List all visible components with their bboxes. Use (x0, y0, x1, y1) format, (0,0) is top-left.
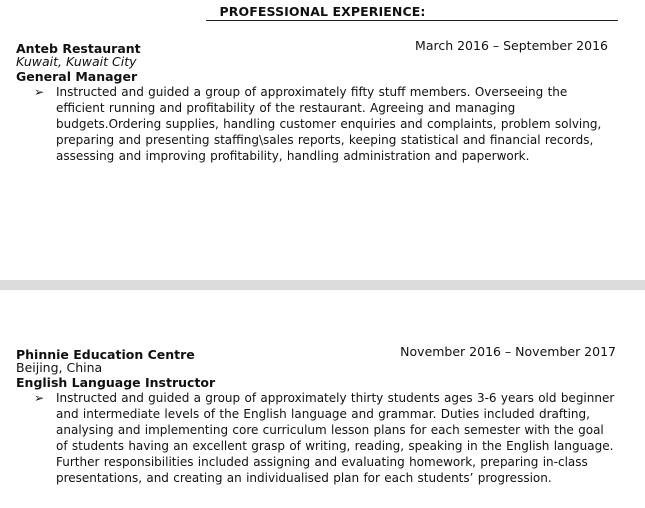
employer-location: Beijing, China (16, 360, 103, 375)
job-title: English Language Instructor (16, 375, 216, 390)
employer-name: Phinnie Education Centre (16, 347, 195, 362)
page-separator (0, 280, 645, 290)
employment-dates: March 2016 – September 2016 (415, 38, 608, 53)
experience-entry-anteb (16, 38, 616, 164)
bullet-item (16, 84, 616, 164)
arrow-bullet-icon: ➢ (34, 85, 45, 99)
arrow-bullet-icon: ➢ (34, 391, 45, 405)
heading-underline (206, 20, 618, 21)
bullet-item (16, 390, 616, 486)
experience-entry-phinnie (16, 344, 616, 486)
job-description: Instructed and guided a group of approximately thirty students ages 3-6 years old beginner and intermediate levels of the English language and grammar. Duties included drafting, analysing and implementing core curriculum lesson plans for each semester with the goal of students having an excellent grasp of writing, reading, speaking in the English language. Further responsibilities included assigning and evaluating homework, preparing in-class presentations, and creating an individualised plan for each students’ progression. (56, 391, 615, 485)
document-page-2 (0, 290, 645, 508)
job-title: General Manager (16, 69, 138, 84)
employer-name: Anteb Restaurant (16, 41, 141, 56)
employment-dates: November 2016 – November 2017 (400, 344, 616, 359)
job-description: Instructed and guided a group of approximately fifty stuff members. Overseeing the efficient running and profitability of the restaurant. Agreeing and managing budgets.Ordering supplies, handling customer enquiries and complaints, problem solving, preparing and presenting staffing\sales reports, keeping statistical and financial records, assessing and improving profitability, handling administration and paperwork. (56, 85, 602, 163)
section-heading: PROFESSIONAL EXPERIENCE: (219, 4, 426, 19)
employer-location: Kuwait, Kuwait City (16, 54, 137, 69)
